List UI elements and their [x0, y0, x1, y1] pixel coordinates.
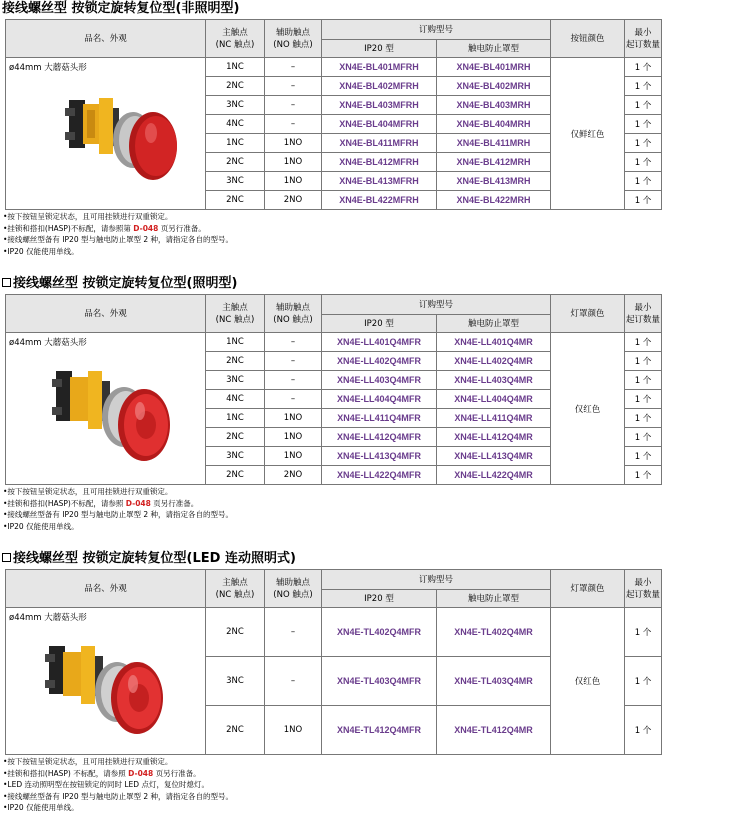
aux-contact-cell: –	[265, 77, 322, 96]
page-reference-link[interactable]: D-048	[133, 223, 159, 233]
guard-code-cell: XN4E-BL412MRH	[437, 153, 551, 172]
header-aux-contact: 辅助触点 (NO 触点)	[265, 570, 322, 608]
aux-contact-cell: –	[265, 352, 322, 371]
note-line: •接线螺丝型备有 IP20 型与触电防止罩型 2 种，请指定各自的型号。	[3, 235, 234, 244]
aux-contact-cell: –	[265, 371, 322, 390]
notes	[3, 756, 233, 814]
header-ip20: IP20 型	[322, 40, 437, 58]
guard-code-cell: XN4E-BL422MRH	[437, 191, 551, 210]
main-contact-cell: 2NC	[206, 466, 265, 485]
header-product: 品名、外观	[6, 20, 206, 58]
color-value: 仅鲜红色	[551, 58, 625, 210]
product-cell	[6, 608, 206, 755]
header-ip20: IP20 型	[322, 590, 437, 608]
main-contact-cell: 1NC	[206, 409, 265, 428]
color-value: 仅红色	[551, 608, 625, 755]
note-line: •挂锁和搭扣(HASP) 不标配，请参照 D-048 页另行准备。	[3, 768, 201, 778]
aux-contact-cell: –	[265, 608, 322, 657]
header-product: 品名、外观	[6, 295, 206, 333]
aux-contact-cell: 1NO	[265, 134, 322, 153]
color-value: 仅红色	[551, 333, 625, 485]
page-reference-link[interactable]: D-048	[128, 768, 154, 778]
header-order-code: 订购型号	[322, 570, 551, 590]
guard-code-cell: XN4E-BL402MRH	[437, 77, 551, 96]
min-qty-cell: 1 个	[625, 466, 662, 485]
mushroom-button-image	[61, 78, 181, 188]
header-main-contact: 主触点 (NC 触点)	[206, 20, 265, 58]
min-qty-cell: 1 个	[625, 447, 662, 466]
guard-code-cell: XN4E-TL412Q4MR	[437, 706, 551, 755]
guard-code-cell: XN4E-LL403Q4MR	[437, 371, 551, 390]
ip20-code-cell: XN4E-BL401MFRH	[322, 58, 437, 77]
checkbox-bullet-icon	[2, 278, 11, 287]
min-qty-cell: 1 个	[625, 390, 662, 409]
note-line: •LED 连动照明型在按钮锁定的同时 LED 点灯，复位时熄灯。	[3, 780, 209, 789]
ip20-code-cell: XN4E-TL403Q4MFR	[322, 657, 437, 706]
notes	[3, 486, 233, 532]
aux-contact-cell: 1NO	[265, 428, 322, 447]
min-qty-cell: 1 个	[625, 657, 662, 706]
header-guard: 触电防止罩型	[437, 315, 551, 333]
page-reference-link[interactable]: D-048	[125, 498, 151, 508]
ip20-code-cell: XN4E-BL412MFRH	[322, 153, 437, 172]
ip20-code-cell: XN4E-TL402Q4MFR	[322, 608, 437, 657]
led-mushroom-button-image	[41, 624, 171, 739]
guard-code-cell: XN4E-BL401MRH	[437, 58, 551, 77]
ip20-code-cell: XN4E-TL412Q4MFR	[322, 706, 437, 755]
note-line: •按下按钮呈锁定状态，且可用挂锁进行双重锁定。	[3, 487, 173, 496]
ip20-code-cell: XN4E-LL403Q4MFR	[322, 371, 437, 390]
main-contact-cell: 2NC	[206, 608, 265, 657]
header-min-qty: 最小 起订数量	[625, 295, 662, 333]
main-contact-cell: 1NC	[206, 58, 265, 77]
min-qty-cell: 1 个	[625, 706, 662, 755]
min-qty-cell: 1 个	[625, 608, 662, 657]
aux-contact-cell: 1NO	[265, 706, 322, 755]
ip20-code-cell: XN4E-LL411Q4MFR	[322, 409, 437, 428]
header-color: 灯罩颜色	[551, 570, 625, 608]
min-qty-cell: 1 个	[625, 96, 662, 115]
min-qty-cell: 1 个	[625, 428, 662, 447]
ip20-code-cell: XN4E-LL412Q4MFR	[322, 428, 437, 447]
header-main-contact: 主触点 (NC 触点)	[206, 570, 265, 608]
aux-contact-cell: 1NO	[265, 172, 322, 191]
header-ip20: IP20 型	[322, 315, 437, 333]
product-table	[5, 294, 662, 485]
guard-code-cell: XN4E-LL412Q4MR	[437, 428, 551, 447]
header-aux-contact: 辅助触点 (NO 触点)	[265, 20, 322, 58]
aux-contact-cell: 1NO	[265, 447, 322, 466]
min-qty-cell: 1 个	[625, 77, 662, 96]
main-contact-cell: 3NC	[206, 371, 265, 390]
checkbox-bullet-icon	[2, 553, 11, 562]
main-contact-cell: 2NC	[206, 77, 265, 96]
min-qty-cell: 1 个	[625, 115, 662, 134]
main-contact-cell: 2NC	[206, 428, 265, 447]
main-contact-cell: 1NC	[206, 333, 265, 352]
guard-code-cell: XN4E-BL403MRH	[437, 96, 551, 115]
main-contact-cell: 3NC	[206, 96, 265, 115]
aux-contact-cell: 2NO	[265, 466, 322, 485]
min-qty-cell: 1 个	[625, 371, 662, 390]
min-qty-cell: 1 个	[625, 134, 662, 153]
notes	[3, 211, 233, 257]
ip20-code-cell: XN4E-BL422MFRH	[322, 191, 437, 210]
note-line: •按下按钮呈锁定状态，且可用挂锁进行双重锁定。	[3, 757, 173, 766]
main-contact-cell: 2NC	[206, 352, 265, 371]
section-title: 接线螺丝型 按锁定旋转复位型(照明型)	[0, 275, 237, 293]
aux-contact-cell: –	[265, 96, 322, 115]
header-guard: 触电防止罩型	[437, 590, 551, 608]
header-color: 按钮颜色	[551, 20, 625, 58]
section-title: 接线螺丝型 按锁定旋转复位型(非照明型)	[2, 1, 240, 16]
product-name: ø44mm 大蘑菇头形	[9, 613, 87, 623]
guard-code-cell: XN4E-LL413Q4MR	[437, 447, 551, 466]
main-contact-cell: 2NC	[206, 706, 265, 755]
table-row	[6, 58, 662, 77]
table-row	[6, 333, 662, 352]
aux-contact-cell: 2NO	[265, 191, 322, 210]
header-main-contact: 主触点 (NC 触点)	[206, 295, 265, 333]
aux-contact-cell: –	[265, 58, 322, 77]
main-contact-cell: 4NC	[206, 390, 265, 409]
header-min-qty: 最小 起订数量	[625, 20, 662, 58]
aux-contact-cell: –	[265, 657, 322, 706]
note-line: •IP20 仅能使用单线。	[3, 803, 79, 812]
product-cell	[6, 58, 206, 210]
product-name: ø44mm 大蘑菇头形	[9, 63, 87, 73]
guard-code-cell: XN4E-BL404MRH	[437, 115, 551, 134]
guard-code-cell: XN4E-LL411Q4MR	[437, 409, 551, 428]
aux-contact-cell: 1NO	[265, 409, 322, 428]
guard-code-cell: XN4E-LL401Q4MR	[437, 333, 551, 352]
product-cell	[6, 333, 206, 485]
header-color: 灯罩颜色	[551, 295, 625, 333]
aux-contact-cell: –	[265, 333, 322, 352]
product-table	[5, 569, 662, 755]
header-order-code: 订购型号	[322, 295, 551, 315]
min-qty-cell: 1 个	[625, 352, 662, 371]
ip20-code-cell: XN4E-BL402MFRH	[322, 77, 437, 96]
note-line: •挂锁和搭扣(HASP)不标配，请参照 D-048 页另行准备。	[3, 498, 199, 508]
aux-contact-cell: –	[265, 390, 322, 409]
min-qty-cell: 1 个	[625, 153, 662, 172]
header-aux-contact: 辅助触点 (NO 触点)	[265, 295, 322, 333]
note-line: •接线螺丝型备有 IP20 型与触电防止罩型 2 种，请指定各自的型号。	[3, 510, 234, 519]
guard-code-cell: XN4E-TL403Q4MR	[437, 657, 551, 706]
section-title: 接线螺丝型 按锁定旋转复位型(LED 连动照明式)	[0, 550, 296, 568]
main-contact-cell: 2NC	[206, 153, 265, 172]
main-contact-cell: 3NC	[206, 657, 265, 706]
note-line: •接线螺丝型备有 IP20 型与触电防止罩型 2 种，请指定各自的型号。	[3, 791, 234, 801]
aux-contact-cell: –	[265, 115, 322, 134]
ip20-code-cell: XN4E-LL402Q4MFR	[322, 352, 437, 371]
aux-contact-cell: 1NO	[265, 153, 322, 172]
note-line: •按下按钮呈锁定状态，且可用挂锁进行双重锁定。	[3, 212, 173, 221]
header-order-code: 订购型号	[322, 20, 551, 40]
guard-code-cell: XN4E-LL422Q4MR	[437, 466, 551, 485]
min-qty-cell: 1 个	[625, 191, 662, 210]
guard-code-cell: XN4E-LL402Q4MR	[437, 352, 551, 371]
header-product: 品名、外观	[6, 570, 206, 608]
product-table	[5, 19, 662, 210]
main-contact-cell: 1NC	[206, 134, 265, 153]
main-contact-cell: 2NC	[206, 191, 265, 210]
note-line: •IP20 仅能使用单线。	[3, 521, 79, 531]
ip20-code-cell: XN4E-LL422Q4MFR	[322, 466, 437, 485]
min-qty-cell: 1 个	[625, 172, 662, 191]
table-row	[6, 608, 662, 657]
guard-code-cell: XN4E-BL411MRH	[437, 134, 551, 153]
guard-code-cell: XN4E-BL413MRH	[437, 172, 551, 191]
header-min-qty: 最小 起订数量	[625, 570, 662, 608]
product-name: ø44mm 大蘑菇头形	[9, 338, 87, 348]
ip20-code-cell: XN4E-BL413MFRH	[322, 172, 437, 191]
header-guard: 触电防止罩型	[437, 40, 551, 58]
illuminated-mushroom-button-image	[46, 353, 176, 468]
ip20-code-cell: XN4E-LL413Q4MFR	[322, 447, 437, 466]
ip20-code-cell: XN4E-BL404MFRH	[322, 115, 437, 134]
min-qty-cell: 1 个	[625, 58, 662, 77]
ip20-code-cell: XN4E-LL401Q4MFR	[322, 333, 437, 352]
ip20-code-cell: XN4E-BL411MFRH	[322, 134, 437, 153]
note-line: •IP20 仅能使用单线。	[3, 246, 79, 256]
guard-code-cell: XN4E-LL404Q4MR	[437, 390, 551, 409]
main-contact-cell: 3NC	[206, 447, 265, 466]
ip20-code-cell: XN4E-BL403MFRH	[322, 96, 437, 115]
guard-code-cell: XN4E-TL402Q4MR	[437, 608, 551, 657]
main-contact-cell: 4NC	[206, 115, 265, 134]
min-qty-cell: 1 个	[625, 409, 662, 428]
note-line: •挂锁和搭扣(HASP)不标配，请参照第 D-048 页另行准备。	[3, 223, 206, 233]
ip20-code-cell: XN4E-LL404Q4MFR	[322, 390, 437, 409]
main-contact-cell: 3NC	[206, 172, 265, 191]
min-qty-cell: 1 个	[625, 333, 662, 352]
